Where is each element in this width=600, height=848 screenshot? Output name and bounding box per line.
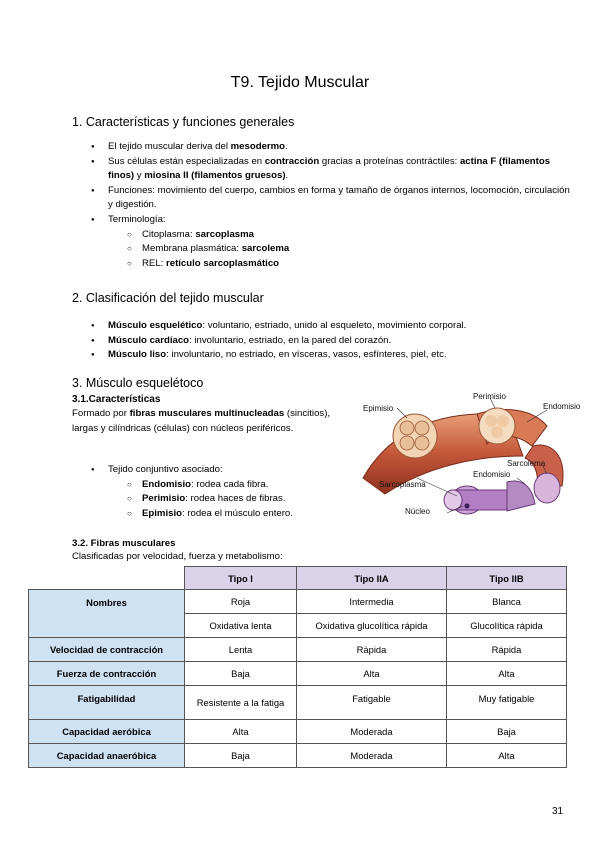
page-number: 31 — [552, 806, 564, 817]
row-header: Velocidad de contracción — [29, 638, 185, 662]
table-cell: Roja — [185, 590, 297, 614]
table-cell: Lenta — [185, 638, 297, 662]
section3-heading: 3. Músculo esquelétoco — [72, 376, 204, 390]
column-header: Tipo I — [185, 567, 297, 590]
table-cell: Baja — [447, 720, 567, 744]
table-row — [29, 744, 567, 768]
table-row — [29, 638, 567, 662]
table-row — [29, 720, 567, 744]
list-item: ● Funciones: movimiento del cuerpo, cambios en forma y tamaño de órganos internos, locomoción, circulación y digestión. — [91, 184, 571, 213]
list-item: ○ REL: retículo sarcoplasmático — [127, 257, 571, 272]
label-sarcoplasma: Sarcoplasma — [379, 480, 426, 489]
list-item: ○ Endomisio: rodea cada fibra. — [127, 478, 351, 493]
table-cell: Alta — [447, 744, 567, 768]
table-cell: Rápida — [297, 638, 447, 662]
table-cell: Oxidativa lenta — [185, 614, 297, 638]
table-cell: Moderada — [297, 720, 447, 744]
table-header-row — [29, 567, 567, 590]
column-header: Tipo IIA — [297, 567, 447, 590]
table-cell: Baja — [185, 662, 297, 686]
section1-heading: 1. Características y funciones generales — [72, 115, 295, 129]
table-cell: Fatigable — [297, 686, 447, 720]
table-cell: Resistente a la fatiga — [185, 686, 297, 720]
list-item: ● Tejido conjuntivo asociado: ○ Endomisio: rodea cada fibra. ○ Perimisio: rodea haces de fibras. ○ Epimisio: rodea el músculo entero. — [91, 463, 351, 521]
list-item: ● Músculo cardíaco: involuntario, estriado, en la pared del corazón. — [91, 334, 561, 349]
fiber-types-table — [28, 566, 567, 768]
row-header: Capacidad aeróbica — [29, 720, 185, 744]
row-header: Fuerza de contracción — [29, 662, 185, 686]
list-item: ○ Citoplasma: sarcoplasma — [127, 228, 571, 243]
label-nucleo: Núcleo — [405, 507, 430, 516]
table-cell: Muy fatigable — [447, 686, 567, 720]
list-item: ○ Epimisio: rodea el músculo entero. — [127, 507, 351, 522]
subsection-3-2-heading: 3.2. Fibras musculares — [72, 538, 176, 549]
row-header: Nombres — [29, 590, 185, 638]
header-blank — [29, 567, 185, 590]
table-cell: Baja — [185, 744, 297, 768]
label-perimisio: Perimisio — [473, 392, 506, 401]
table-cell: Alta — [447, 662, 567, 686]
subsection-3-1-heading: 3.1.Características — [72, 394, 161, 405]
label-endomisio: Endomisio — [543, 402, 581, 411]
list-item: ● El tejido muscular deriva del mesodermo. — [91, 140, 571, 155]
paragraph-characteristics: Formado por fibras musculares multinucleadas (sincitios), largas y cilíndricas (células) con núcleos periféricos. — [72, 408, 331, 434]
column-header: Tipo IIB — [447, 567, 567, 590]
list-item: ○ Perimisio: rodea haces de fibras. — [127, 492, 351, 507]
section1-list — [91, 140, 571, 271]
list-item: ○ Membrana plasmática: sarcolema — [127, 242, 571, 257]
table-row — [29, 686, 567, 720]
table-cell: Alta — [185, 720, 297, 744]
connective-list — [91, 463, 351, 521]
table-cell: Intermedia — [297, 590, 447, 614]
label-epimisio: Epimisio — [363, 404, 394, 413]
table-row — [29, 662, 567, 686]
table-cell: Rápida — [447, 638, 567, 662]
list-item: ● Sus células están especializadas en contracción gracias a proteínas contráctiles: actina F (filamentos finos) y miosina II (filamentos gruesos). — [91, 155, 571, 184]
terminology-list — [127, 228, 571, 272]
label-endomisio-2: Endomisio — [473, 470, 511, 479]
paragraph-fibers: Clasificadas por velocidad, fuerza y metabolismo: — [72, 551, 283, 562]
section2-heading: 2. Clasificación del tejido muscular — [72, 291, 264, 305]
list-item: ● Músculo esquelético: voluntario, estriado, unido al esqueleto, movimiento corporal. — [91, 319, 561, 334]
connective-sublist — [127, 478, 351, 522]
row-header: Fatigabilidad — [29, 686, 185, 720]
table-cell: Glucolítica rápida — [447, 614, 567, 638]
table-cell: Blanca — [447, 590, 567, 614]
table-cell: Moderada — [297, 744, 447, 768]
muscle-structure-figure — [357, 386, 589, 528]
table-row — [29, 590, 567, 614]
table-cell: Oxidativa glucolítica rápida — [297, 614, 447, 638]
list-item: ● Terminología: ○ Citoplasma: sarcoplasma ○ Membrana plasmática: sarcolema ○ REL: retículo sarcoplasmático — [91, 213, 571, 271]
list-item: ● Músculo liso: involuntario, no estriado, en vísceras, vasos, esfínteres, piel, etc. — [91, 348, 561, 363]
section2-list — [91, 319, 561, 363]
row-header: Capacidad anaeróbica — [29, 744, 185, 768]
page-title: T9. Tejido Muscular — [230, 74, 370, 91]
label-sarcolema: Sarcolema — [507, 459, 546, 468]
table-cell: Alta — [297, 662, 447, 686]
